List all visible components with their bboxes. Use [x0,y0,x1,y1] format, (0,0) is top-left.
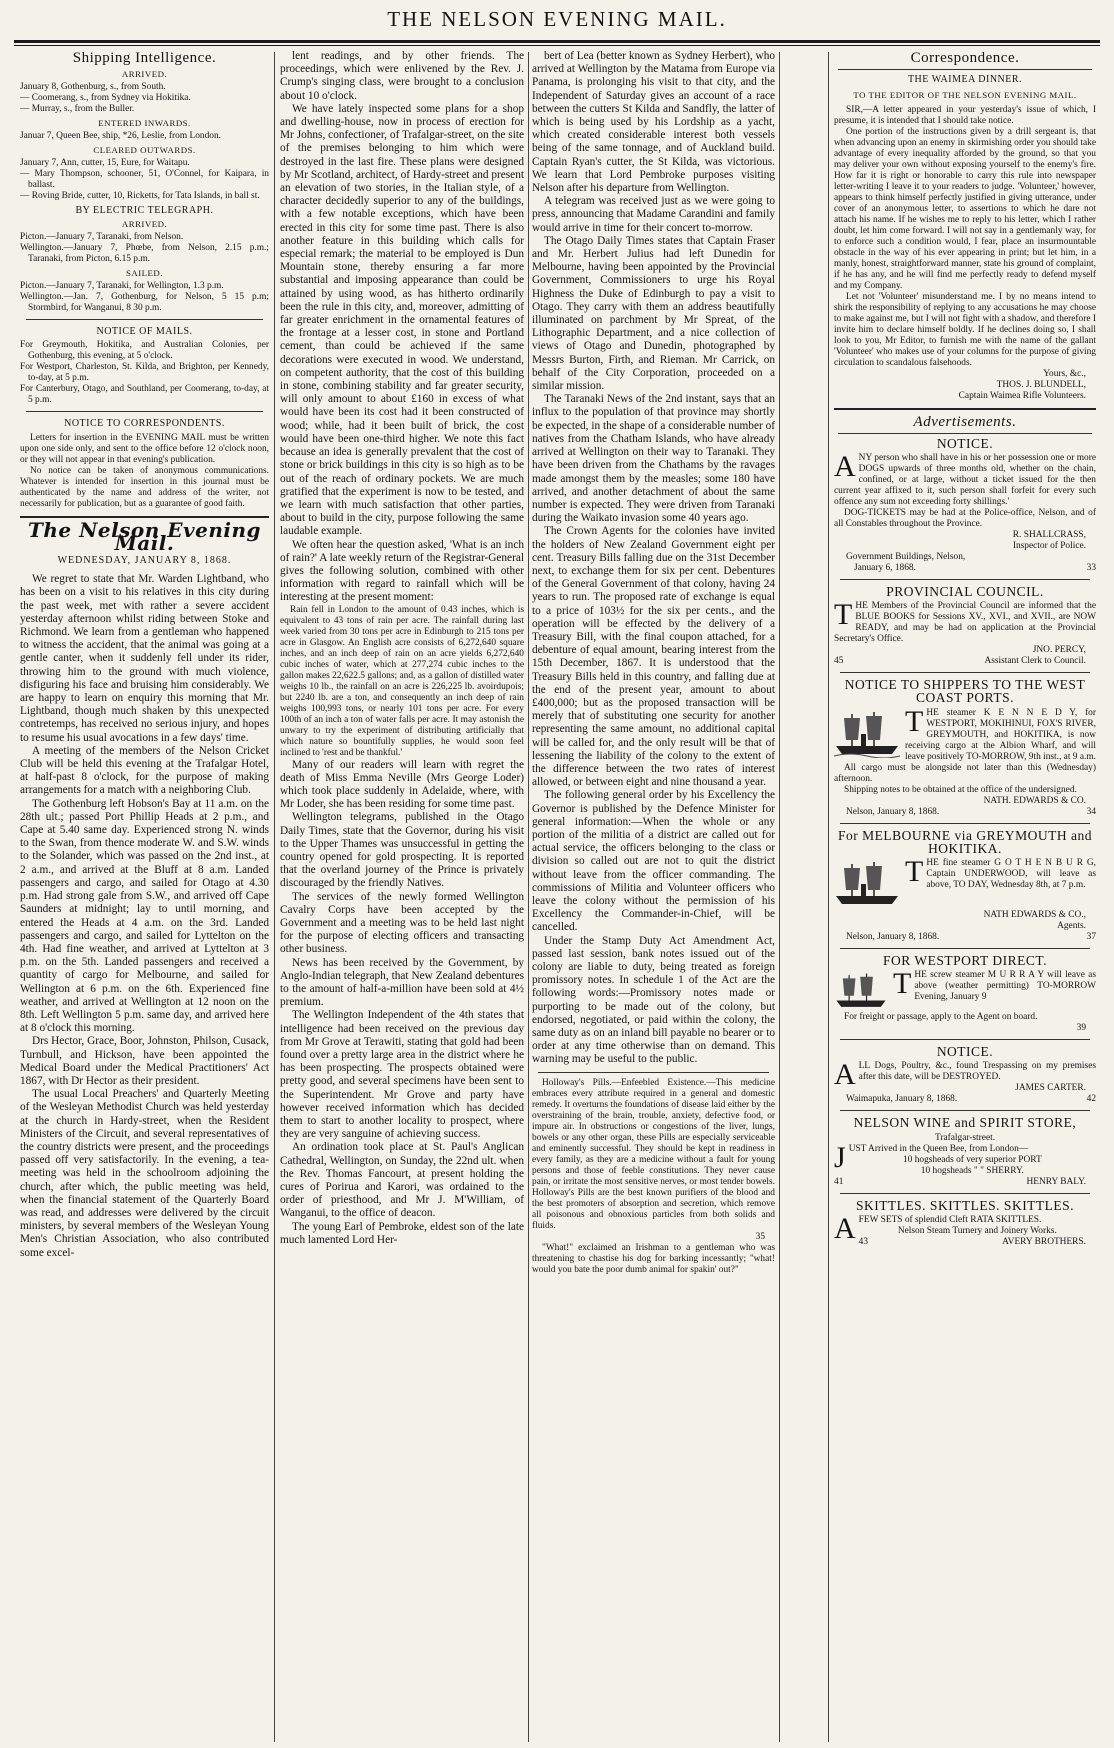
news-paragraph: An ordination took place at St. Paul's Anglican Cathedral, Wellington, on Sunday, the 22nd ult. when the Rev. Thomas Fancourt, at present holding the cures of Porirua and Karori, was ordained to the order of priesthood, and Mr J. M'William, of Wanganui, to the office of deacon. [280,1141,524,1220]
advert-number: 33 [1086,563,1096,574]
editorial-column [20,573,269,1260]
shipping-entry: — Coomerang, s., from Sydney via Hokitika. [20,93,191,104]
news-paragraph: We regret to state that Mr. Warden Lightband, who has been on a visit to his relatives in this city during the past week, met with rather a severe accident yesterday afternoon whilst riding between Stoke and Richmond. We learn from a gentleman who happened to witness the accident, that the animal was going at a gentle canter, when it suddenly fell under its rider, throwing him to the ground with much violence, disfiguring his face and bruising him considerably. We are happy to learn on enquiry this morning that Mr. Lightband, though much shaken by this unexpected contretemps, has received no serious injury, and hopes to resume his usual avocations in a few days' time. [20,573,269,744]
ad-signer: JNO. PERCY, [1032,645,1086,656]
drop-cap: T [905,704,924,738]
ad-text: For freight or passage, apply to the Agent on board. [844,1012,1038,1023]
advert-number: 37 [1086,932,1096,943]
shipping-entry: — Murray, s., from the Buller. [20,104,135,115]
arrived-subhead: ARRIVED. [121,219,168,230]
news-paragraph: bert of Lea (better known as Sydney Herbert), who arrived at Wellington by the Matama from Europe via Panama, is prolonging his visit to that city, and the Independent of Saturday gives an account of a race between the cutters St Kilda and Sandfly, the latter of which is being used by his Lordship as a yacht, which created considerable interest both vessels being of the same tonnage, and of Auckland build. Captain Ryan's cutter, the St Kilda, was victorious. We learn that Lord Pembroke purposes visiting Nelson after his departure from Wellington. [532,50,775,195]
advert-number: 45 [834,656,844,667]
ad-date: Nelson, January 8, 1868. [846,806,940,817]
melbourne-ad [834,855,1096,943]
steamship-icon [834,860,900,908]
holloway-advert [532,1078,775,1276]
letter-paragraph: SIR,—A letter appeared in your yesterday's issue of which, I presume, it is intended that I should take notice. [834,104,1096,126]
news-paragraph: The Wellington Independent of the 4th states that intelligence had been received on the previous day from Mr Grove at Terawiti, stating that gold had been found over a pretty large area in the district where he has been prospecting. The prospects obtained were pretty good, and several specimens have been sent to the Superintendent. Mr Grove and party have however received information which has decided them to start to another locality to prospect, where they are very sanguine of achieving success. [280,1009,524,1141]
ad-date: Nelson, January 8, 1868. [846,932,940,943]
news-paragraph: We have lately inspected some plans for a shop and dwelling-house, now in process of erection for Mr Johns, confectioner, of Trafalgar-street, on the site of the premises belonging to him which were destroyed in the last fire. These plans were designed by Mr Scotland, architect, of Hardy-street and present an elevation of two stories, in the Italian style, of a character decidedly superior to any of the buildings, with a few notable exceptions, which have been erected in this city for some time past. There is also another feature in this building which calls for especial remark; the material to be employed is Dun Mountain stone, thereby ensuring a far more substantial and imposing appearance than could be attained by using wood, as has hitherto ordinarily been the rule in this city, and, moreover, admitting of far greater enrichment in the ornamental features of the frontage at a lesser cost, in stone and Portland cement, than could be achieved if the same decorations were executed in wood. We understand, on competent authority, that the cost of this building in stone, combining stability and far greater security, will only amount to about £160 in excess of what would have been its cost had it been constructed of wood; while, had it been built of brick, the cost would have been one-third higher. We note this fact because an idea is generally prevalent that the cost of stone or brick buildings in this city is so high as to be out of the reach of ordinary pockets. We are much gratified that the experiment is now to be tested, and we learn with much satisfaction that other parties, about to build in the city, purpose following the same laudable example. [280,102,524,538]
column-4 [834,50,1096,1740]
news-paragraph: lent readings, and by other friends. The proceedings, which were enlivened by the Rev. J. Crump's singing class, were brought to a conclusion about 10 o'clock. [280,50,524,102]
advert-number: 41 [834,1176,844,1187]
notice-paragraph: No notice can be taken of anonymous communications. Whatever is intended for insertion in this journal must be authenticated by the name and address of the writer, not necessarily for publication, but as a guarantee of good faith. [20,465,269,509]
advert-number: 35 [755,1231,765,1242]
mails-heading: NOTICE OF MAILS. [96,326,193,338]
mail-item: For Canterbury, Otago, and Southland, per Coomerang, to-day, at 5 p.m. [20,384,269,406]
rainfall-quote: Rain fell in London to the amount of 0.43 inches, which is equivalent to 43 tons of rain per acre. The rainfall during last week varied from 30 tons per acre in Edinburgh to 215 tons per acre in Glasgow. An English acre consists of 6,272,640 square inches, and an inch deep of rain on an acre yields 6,272,640 cubic inches of water, which at 277,274 cubic inches to the gallon makes 22,622.5 gallons; and, as a gallon of distilled water weighs 10 lb., the rainfall on an acre is 226,225 lb. avoirdupois; but 2240 lb. are a ton, and consequently an inch deep of rain weighs 100,993 tons, or nearly 101 tons per acre. For every 100th of an inch a ton of water falls per acre. It may astonish the unwary to try the experiment of distributing artificially that which nature so bountifully supplies, he would soon feel inclined to 'rest and be thankful.' [280,604,524,758]
council-ad [834,598,1096,667]
news-paragraph: The Taranaki News of the 2nd instant, says that an influx to the population of that province may shortly be expected, in the shape of a considerable number of natives from the Chatham Islands, who have already arrived at Wellington on their way to Taranaki. They have been driven from the Chathams by the ravages made amongst them by the measles; some 180 have arrived, and another detachment of about the same number is expected. They were driven from Taranaki during the Waikato invasion some 40 years ago. [532,393,775,525]
news-paragraph: A meeting of the members of the Nelson Cricket Club will be held this evening at the Trafalgar Hotel, at half-past 8 o'clock, for the purpose of making arrangements for a match with a neighboring Club. [20,744,269,797]
dog-notice-ad [834,450,1096,574]
masthead [14,4,1100,46]
ad-signer-title: Agents. [1057,921,1086,932]
divider [840,1110,1090,1111]
ad-signer: R. SHALLCRASS, [1012,530,1086,541]
news-paragraph: The Crown Agents for the colonies have invited the holders of New Zealand Government eight per cent. Treasury Bills falling due on the 31st December next, to exchange them for six per cent. Debentures of the General Government of that colony, having 24 years to run. The proposed rate of exchange is equal to a price of 103½ for the six per cents., and the operation will be effected by the delivery of a Treasury Bill, with the final coupon attached, for a debenture of equal amount, bearing interest from the 15th December, 1867. It is understood that the Treasury Bills held in this country, and falling due at the end of the present year, amount to about £400,000; but as the proposed transaction will be merely that of substituting one security for another representing the same amount, no additional capital will be called for, and the only result will be that of lessening the liability of the colony to the extent of the difference between the two rates of interest allowed, or between eight and nine thousand a year. [532,525,775,789]
ad-line: 10 hogsheads " " SHERRY. [920,1165,1024,1176]
news-paragraph: The Gothenburg left Hobson's Bay at 11 a.m. on the 28th ult.; passed Port Phillip Heads at 2 p.m., and Cape at 5.40 same day. Experienced strong N. winds to the Swan, from thence moderate W. and S.W. winds to the Solander, which was passed on the 2nd inst., at 2 a.m., and arrived at the Bluff at 8 a.m. Landed passengers and cargo, and sailed for Otago at 4.30 p.m. Had strong gale from S.W., and arrived off Cape Saunders at midnight; lay to until morning, and entered the Heads at 4 a.m. on the 3rd. Landed passengers and cargo, and sailed for Lyttelton on the 4th. Had fine weather, and arrived at Lyttelton at 3 p.m. on the 5th. Landed passengers and received a quantity of cargo for Melbourne, and sailed for Wellington at 6 p.m. on the 6th. Experienced fine weather, and arrived at Wellington at 12 noon on the 8th. Left Wellington 5 p.m. same day, and arrived here at 8 o'clock this morning. [20,797,269,1035]
holloway-text: Holloway's Pills.—Enfeebled Existence.—This medicine embraces every attribute required in a general and domestic remedy. It overturns the foundations of disease laid either by the overstraining of the brain, trouble, anxiety, defective food, or impure air. In obstructions or congestions of the liver, lungs, bowels or any other organ, these Pills are especially serviceable and eminently successful. They should be kept in readiness in every family, as they are a medicine without a fault for young persons and those of feeble constitutions. They never cause pain, or irritate the most sensitive nerves, or most tender bowels. Holloway's Pills are the best known purifiers of the blood and the best promoters of absorption and secretion, which remove all poisonous and obnoxious particles from both solids and fluids. [532,1077,775,1231]
entered-subhead: ENTERED INWARDS. [98,118,191,129]
news-paragraph: News has been received by the Government, by Anglo-Indian telegraph, that New Zealand debentures to the amount of half-a-million have been sold at 4½ premium. [280,956,524,1009]
column-2 [280,50,524,1740]
ad-text: FEW SETS of splendid Cleft RATA SKITTLES. [858,1214,1042,1225]
ad-signer: AVERY BROTHERS. [1002,1236,1086,1247]
news-paragraph: The young Earl of Pembroke, eldest son of the late much lamented Lord Her- [280,1220,524,1246]
ad-date: January 6, 1868. [854,563,916,574]
trespass-notice-ad [834,1058,1096,1105]
divider [26,319,263,320]
divider [26,411,263,412]
steamship-icon [834,972,888,1010]
ad-title: NOTICE. [936,435,994,451]
ad-signer-title: Inspector of Police. [1012,541,1086,552]
ad-text: UST Arrived in the Queen Bee, from London— [848,1143,1029,1154]
shipping-entry: Januar 7, Queen Bee, ship, *26, Leslie, from London. [20,131,221,142]
advert-number: 34 [1086,806,1096,817]
wine-store-ad [834,1140,1096,1188]
ad-title: PROVINCIAL COUNCIL. [886,584,1044,600]
advertisements-heading: Advertisements. [913,413,1017,430]
ad-text: NY person who shall have in his or her possession one or more DOGS upwards of three months old, whether on the chain, confined, or at large, without a ticket issued for the then current year affixed to it, such person shall forfeit for every such offence any sum not exceeding forty shillings.' [834,453,1096,508]
letter-addressee: TO THE EDITOR OF THE NELSON EVENING MAIL. [853,90,1077,101]
cleared-subhead: CLEARED OUTWARDS. [93,145,196,156]
shipping-heading: Shipping Intelligence. [72,50,217,66]
letter-closing: Yours, &c., [1043,368,1086,379]
drop-cap: T [893,967,912,1001]
mail-item: For Greymouth, Hokitika, and Australian Colonies, per Gothenburg, this evening, at 5 o'clock. [20,340,269,362]
divider [834,408,1096,410]
newspaper-masthead: THE NELSON EVENING MAIL. [387,7,727,31]
ad-signer: NATH EDWARDS & CO., [983,910,1086,921]
divider [838,433,1092,434]
column-divider [528,52,529,1742]
news-paragraph: The following general order by his Excellency the Governor is published by the Defence Minister for general information:—When the whole or any portion of the militia of a district are called out for actual service, the officers belonging to the class or division so called out are not to quit the district without leave from the officer commanding. The commissions of Militia and Volunteer officers who leave the colony without the permission of his Excellency the Commander-in-Chief, will be cancelled. [532,789,775,934]
letter-title: THE WAIMEA DINNER. [907,74,1023,86]
dateline: WEDNESDAY, JANUARY 8, 1868. [57,555,232,567]
shipping-entry: Picton.—January 7, Taranaki, from Nelson. [20,232,184,243]
divider [840,672,1090,673]
ad-text: DOG-TICKETS may be had at the Police-office, Nelson, and of all Constables throughout the Province. [834,508,1096,530]
letter-signer: THOS. J. BLUNDELL, [996,379,1086,390]
notice-to-correspondents [20,433,269,510]
column-divider [274,52,275,1742]
letter-paragraph: Let not 'Volunteer' misunderstand me. I by no means intend to shirk the responsibility of replying to any accusations he may choose to make against me, but I will not fight with a shadow, and therefore I invite him to declare himself boldly. If he declines doing so, I shall look to you, Mr Editor, to furnish me with the name of the gallant 'Volunteer' who makes use of your columns for the purpose of giving circulation to scandalous falsehoods. [834,291,1096,368]
ad-text: HE steamer K E N N E D Y, for WESTPORT, MOKIHINUI, FOX'S RIVER, GREYMOUTH, and HOKITIKA, is now receiving cargo at the Albion Wharf, and will leave positively TO-MORROW, 9th inst., at 9 a.m. [905,707,1096,762]
divider [838,69,1092,70]
advert-number: 43 [858,1236,869,1247]
ad-signer: NATH. EDWARDS & CO. [983,795,1086,806]
sailed-subhead: SAILED. [126,268,163,279]
column-divider [779,52,780,1742]
shipping-entry: Wellington.—January 7, Phœbe, from Nelson, 2.15 p.m.; Taranaki, from Picton, 6.15 p.m. [20,243,269,265]
masthead-rule [14,40,1100,43]
ad-signer: JAMES CARTER. [1015,1083,1086,1094]
ad-place: Government Buildings, Nelson, [846,552,966,563]
divider [840,948,1090,949]
drop-cap: A [834,1058,856,1092]
news-paragraph: The Otago Daily Times states that Captain Fraser and Mr. Herbert Julius had left Dunedin for Melbourne, having been appointed by the Provincial Government, Commissioners to urge his Royal Highness the Duke of Edinburgh to pay a visit to Otago. They carry with them an address beautifully illuminated on parchment by Mr Spreat, of the Lithographic Department, and a nice collection of views of Otago and Dunedin, photographed by Messrs Burton, Firth, and Rieman. Mr Carrick, on behalf of the City Corporation, proceeded on a similar mission. [532,234,775,393]
ad-text: HE fine steamer G O T H E N B U R G, Captain UNDERWOOD, will leave as above, TO DAY, Wednesday 8th, at 7 p.m. [926,858,1096,891]
ad-title: NOTICE TO SHIPPERS TO THE WEST COAST PORTS. [844,677,1086,706]
ad-text: Shipping notes to be obtained at the office of the undersigned. [844,784,1077,795]
news-paragraph: A telegram was received just as we were going to press, announcing that Madame Carandini and family would arrive in time for their concert to-morrow. [532,195,775,234]
ad-signer-title: Assistant Clerk to Council. [984,656,1086,667]
correspondence-heading: Correspondence. [910,50,1020,66]
drop-cap: A [834,450,856,484]
drop-cap: A [834,1211,856,1245]
divider [840,823,1090,824]
news-paragraph: The services of the newly formed Wellington Cavalry Corps have been accepted by the Government and a meeting was to be held last night for the purpose of electing officers and transacting other business. [280,890,524,956]
paper-name: The Nelson Evening Mail. [27,517,262,555]
ad-title: SKITTLES. SKITTLES. SKITTLES. [855,1197,1075,1213]
ad-title: NELSON WINE and SPIRIT STORE, [853,1115,1077,1131]
ad-text: Nelson Steam Turnery and Joinery Works. [897,1225,1057,1236]
letter-signer-title: Captain Waimea Rifle Volunteers. [958,390,1086,401]
drop-cap: J [834,1140,846,1174]
mail-item: For Westport, Charleston, St. Kilda, and Brighton, per Kennedy, to-day, at 5 p.m. [20,362,269,384]
correspondents-heading: NOTICE TO CORRESPONDENTS. [64,418,225,430]
column-divider [828,52,829,1742]
news-paragraph: We often hear the question asked, 'What is an inch of rain?' A late weekly return of the Registrar-General gives the following solution, combined with other information with regard to rainfall which will be interesting at the present moment: [280,538,524,604]
shipping-entry: January 7, Ann, cutter, 15, Eure, for Waitapu. [20,158,190,169]
shipping-intelligence [20,69,269,314]
ad-title: For MELBOURNE via GREYMOUTH and HOKITIKA. [838,827,1092,856]
correspondence-letter [834,105,1096,402]
divider [840,1193,1090,1194]
ad-signer: HENRY BALY. [1026,1176,1086,1187]
ad-text: LL Dogs, Poultry, &c., found Trespassing on my premises after this date, will be DESTROYED. [858,1061,1096,1083]
notice-paragraph: Letters for insertion in the EVENING MAIL must be written upon one side only, and sent to the office before 12 o'clock noon, or they will not appear in that evening's publication. [20,432,269,465]
ad-title: NOTICE. [936,1044,994,1060]
masthead-rule-thin [14,45,1100,46]
divider [538,1072,769,1073]
column-3 [532,50,775,1740]
ad-date: Waimapuka, January 8, 1868. [846,1094,958,1105]
westport-ad [834,967,1096,1034]
steamship-icon [834,710,900,758]
ad-text: All cargo must be alongside not later than this (Wednesday) afternoon. [834,762,1096,784]
west-coast-ad [834,704,1096,818]
shipping-entry: — Mary Thompson, schooner, 51, O'Connel, for Kaipara, in ballast. [20,169,269,191]
shipping-entry: — Roving Bride, cutter, 10, Ricketts, for Tata Islands, in ball st. [20,191,260,202]
notice-of-mails [20,340,269,406]
advert-number: 39 [1076,1023,1086,1034]
drop-cap: T [834,598,853,632]
divider [840,1039,1090,1040]
news-paragraph: The usual Local Preachers' and Quarterly Meeting of the Wesleyan Methodist Church was held yesterday at the church in Hardy-street, when the Resident Ministers of the Circuit, and several representatives of the country districts were present, and the proceedings passed off very satisfactorily. In the evening, a tea-meeting was held in the schoolroom adjoining the church, after which, the public meeting was held, when the financial statement of the Quarterly Board was read, and addresses were delivered by the circuit ministers, by several members of the Wesleyan Young Men's Christian Association, who also contributed some excel- [20,1088,269,1259]
news-paragraph: Under the Stamp Duty Act Amendment Act, passed last session, bank notes issued out of the colony are liable to duty, being treated as foreign promissory notes. In schedule 1 of the Act are the following words:—Promissory notes made or purporting to be made out of the colony, but endorsed, negotiated, or paid within the colony, the same duty as on an inland bill payable no bearer or to order at any time otherwise than on demand. This warning may be useful to the public. [532,934,775,1066]
advert-number: 42 [1086,1094,1096,1105]
news-paragraph: Wellington telegrams, published in the Otago Daily Times, state that the Governor, during his visit to the Upper Thames was unsuccessful in getting the country opened for gold prospecting. It is reported that the overland journey of the Prince is privately discouraged by the friendly Natives. [280,811,524,890]
shipping-entry: Picton.—January 7, Taranaki, for Wellington, 1.3 p.m. [20,281,224,292]
divider [840,579,1090,580]
anecdote: "What!" exclaimed an Irishman to a gentleman who was threatening to chastise his dog for barking incessantly; "what! would you bate the poor dumb animal for spakin' out?" [532,1242,775,1275]
telegraph-subhead: BY ELECTRIC TELEGRAPH. [75,205,214,217]
shipping-entry: Wellington.—Jan. 7, Gothenburg, for Nelson, 5 15 p.m; Stormbird, for Wanganui, 8 30 p.m. [20,292,269,314]
column-1 [20,50,269,1740]
letter-paragraph: One portion of the instructions given by a drill sergeant is, that when advancing upon an enemy in skirmishing order you should take advantage of every inequality afforded by the ground, so that you may deliver your own without exposing yourself to the enemy's fire. How far it is right or honorable to carry this rule into newspaper letter-writing I leave it to your readers to judge. 'Volunteer,' however, appears to think himself perfectly justified in giving utterance, under cover of an anonymous letter, to assertions to which he dare not attach his name. If he wishes me to reply to his letter, which I rather doubt, let him come forward. I will not say in a gentlemanly way, for to enforce such a condition would, I fear, place an insurmountable obstacle in the way of his ever appearing in print; but let him, in a manly, honest, straightforward manner, state his ground of complaint, if he has any, and he will find me perfectly ready to defend myself and my Company. [834,126,1096,291]
shipping-entry: January 8, Gothenburg, s., from South. [20,82,166,93]
skittles-ad [834,1211,1096,1248]
ad-text: HE screw steamer M U R R A Y will leave as above (weather permitting) TO-MORROW Evening, January 9 [914,970,1096,1003]
news-paragraph: Drs Hector, Grace, Boor, Johnston, Philson, Cusack, Turnbull, and Hickson, have been appointed the Medical Board under the Medical Practitioners' Act 1867, with Dr Hector as their president. [20,1035,269,1087]
news-paragraph: Many of our readers will learn with regret the death of Miss Emma Neville (Mrs George Loder) which took place suddenly in Adelaide, where, with Mr Loder, she has been residing for some time past. [280,758,524,811]
arrived-subhead: ARRIVED. [121,69,168,80]
drop-cap: T [905,855,924,889]
ad-line: 10 hogsheads of very superior PORT [902,1154,1042,1165]
ad-title: FOR WESTPORT DIRECT. [882,953,1048,969]
ad-subtitle: Trafalgar-street. [934,1132,996,1143]
ad-text: HE Members of the Provincial Council are informed that the BLUE BOOKS for Sessions XV., XVI., and XVII., are NOW READY, and may be had on application at the Provincial Secretary's Office. [834,601,1096,645]
